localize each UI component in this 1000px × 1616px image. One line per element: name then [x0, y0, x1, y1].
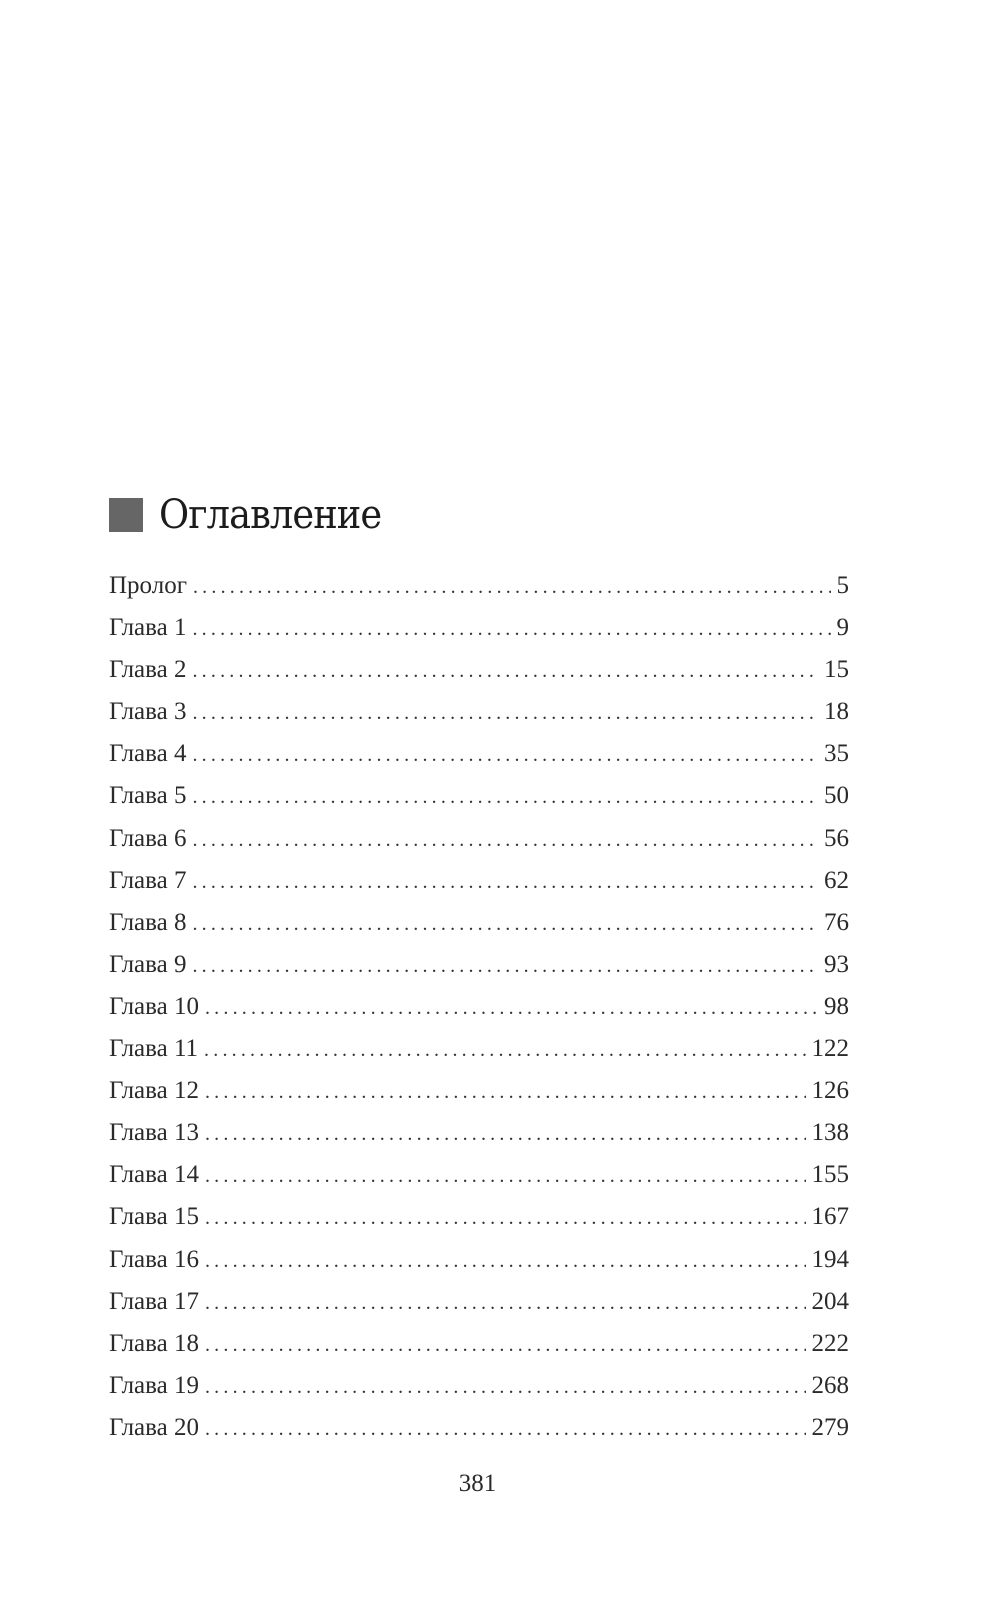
toc-entry	[109, 867, 849, 909]
toc-entry	[109, 1161, 849, 1203]
toc-entry-label: Глава 11	[109, 1035, 199, 1063]
toc-entry-page: 204	[811, 1287, 849, 1315]
toc-entry-page: 268	[811, 1371, 849, 1399]
toc-entry	[109, 1372, 849, 1414]
toc-entry	[109, 1035, 849, 1077]
dot-leader	[192, 871, 818, 894]
toc-entry-page: 167	[811, 1203, 849, 1231]
toc-entry	[109, 1119, 849, 1161]
toc-heading	[109, 492, 401, 538]
toc-entry-label: Глава 19	[109, 1371, 199, 1399]
toc-entry-label: Глава 10	[109, 992, 199, 1020]
toc-entry	[109, 825, 849, 867]
dot-leader	[192, 702, 818, 725]
page-number: 381	[458, 1470, 497, 1497]
toc-entry	[109, 1414, 849, 1456]
toc-entry-page: 56	[824, 824, 849, 852]
dot-leader	[192, 955, 818, 978]
toc-entry-page: 76	[824, 908, 849, 936]
toc-entry-label: Глава 17	[109, 1287, 199, 1315]
dot-leader	[192, 829, 818, 852]
toc-entry-page: 155	[811, 1161, 849, 1189]
toc-entry	[109, 656, 849, 698]
dot-leader	[204, 1039, 805, 1062]
dot-leader	[192, 744, 818, 767]
toc-entry	[109, 951, 849, 993]
toc-entry-label: Глава 2	[109, 656, 187, 684]
toc-entry	[109, 698, 849, 740]
toc-entry-label: Глава 6	[109, 824, 187, 852]
toc-entry-label: Пролог	[109, 572, 187, 599]
dot-leader	[192, 913, 818, 936]
dot-leader	[205, 1207, 806, 1230]
toc-entry	[109, 782, 849, 824]
table-of-contents	[109, 572, 849, 1456]
toc-entry-label: Глава 14	[109, 1161, 199, 1189]
toc-entry-page: 194	[811, 1245, 849, 1273]
dot-leader	[205, 1123, 806, 1146]
toc-entry-label: Глава 12	[109, 1077, 199, 1105]
toc-entry	[109, 1330, 849, 1372]
toc-entry-label: Глава 18	[109, 1329, 199, 1357]
toc-entry-label: Глава 1	[109, 614, 187, 642]
toc-entry	[109, 740, 849, 782]
toc-entry-page: 50	[824, 782, 849, 810]
toc-entry-label: Глава 7	[109, 866, 187, 894]
toc-entry-label: Глава 16	[109, 1245, 199, 1273]
dot-leader	[205, 1250, 806, 1273]
toc-entry-page: 126	[811, 1077, 849, 1105]
toc-entry	[109, 909, 849, 951]
dot-leader	[192, 660, 818, 683]
toc-entry	[109, 614, 849, 656]
dot-leader	[205, 1081, 806, 1104]
toc-entry-label: Глава 15	[109, 1203, 199, 1231]
toc-entry-page: 35	[824, 740, 849, 768]
toc-entry-page: 9	[836, 614, 849, 642]
dot-leader	[192, 618, 830, 641]
toc-entry-label: Глава 9	[109, 950, 187, 978]
toc-entry-page: 93	[824, 950, 849, 978]
page-title: Оглавление	[159, 492, 382, 538]
dot-leader	[192, 786, 818, 809]
dot-leader	[205, 1292, 806, 1315]
dot-leader	[205, 1334, 806, 1357]
toc-entry-page: 5	[836, 572, 849, 599]
toc-entry	[109, 1203, 849, 1245]
toc-entry-label: Глава 20	[109, 1413, 199, 1441]
toc-entry-page: 122	[811, 1035, 849, 1063]
toc-entry-page: 138	[811, 1119, 849, 1147]
dot-leader	[193, 576, 831, 599]
toc-entry-page: 15	[824, 656, 849, 684]
toc-entry	[109, 1288, 849, 1330]
toc-entry-label: Глава 4	[109, 740, 187, 768]
dot-leader	[205, 997, 818, 1020]
dot-leader	[205, 1418, 806, 1441]
toc-entry-page: 222	[811, 1329, 849, 1357]
dot-leader	[205, 1376, 806, 1399]
square-bullet-icon	[109, 498, 143, 532]
toc-entry-page: 279	[811, 1413, 849, 1441]
toc-entry	[109, 1077, 849, 1119]
toc-entry-page: 18	[824, 698, 849, 726]
dot-leader	[205, 1165, 806, 1188]
toc-entry-page: 62	[824, 866, 849, 894]
toc-entry-label: Глава 13	[109, 1119, 199, 1147]
toc-entry-label: Глава 8	[109, 908, 187, 936]
toc-entry	[109, 993, 849, 1035]
toc-entry-label: Глава 5	[109, 782, 187, 810]
toc-entry	[109, 572, 849, 614]
toc-entry-label: Глава 3	[109, 698, 187, 726]
toc-entry	[109, 1246, 849, 1288]
toc-entry-page: 98	[824, 992, 849, 1020]
